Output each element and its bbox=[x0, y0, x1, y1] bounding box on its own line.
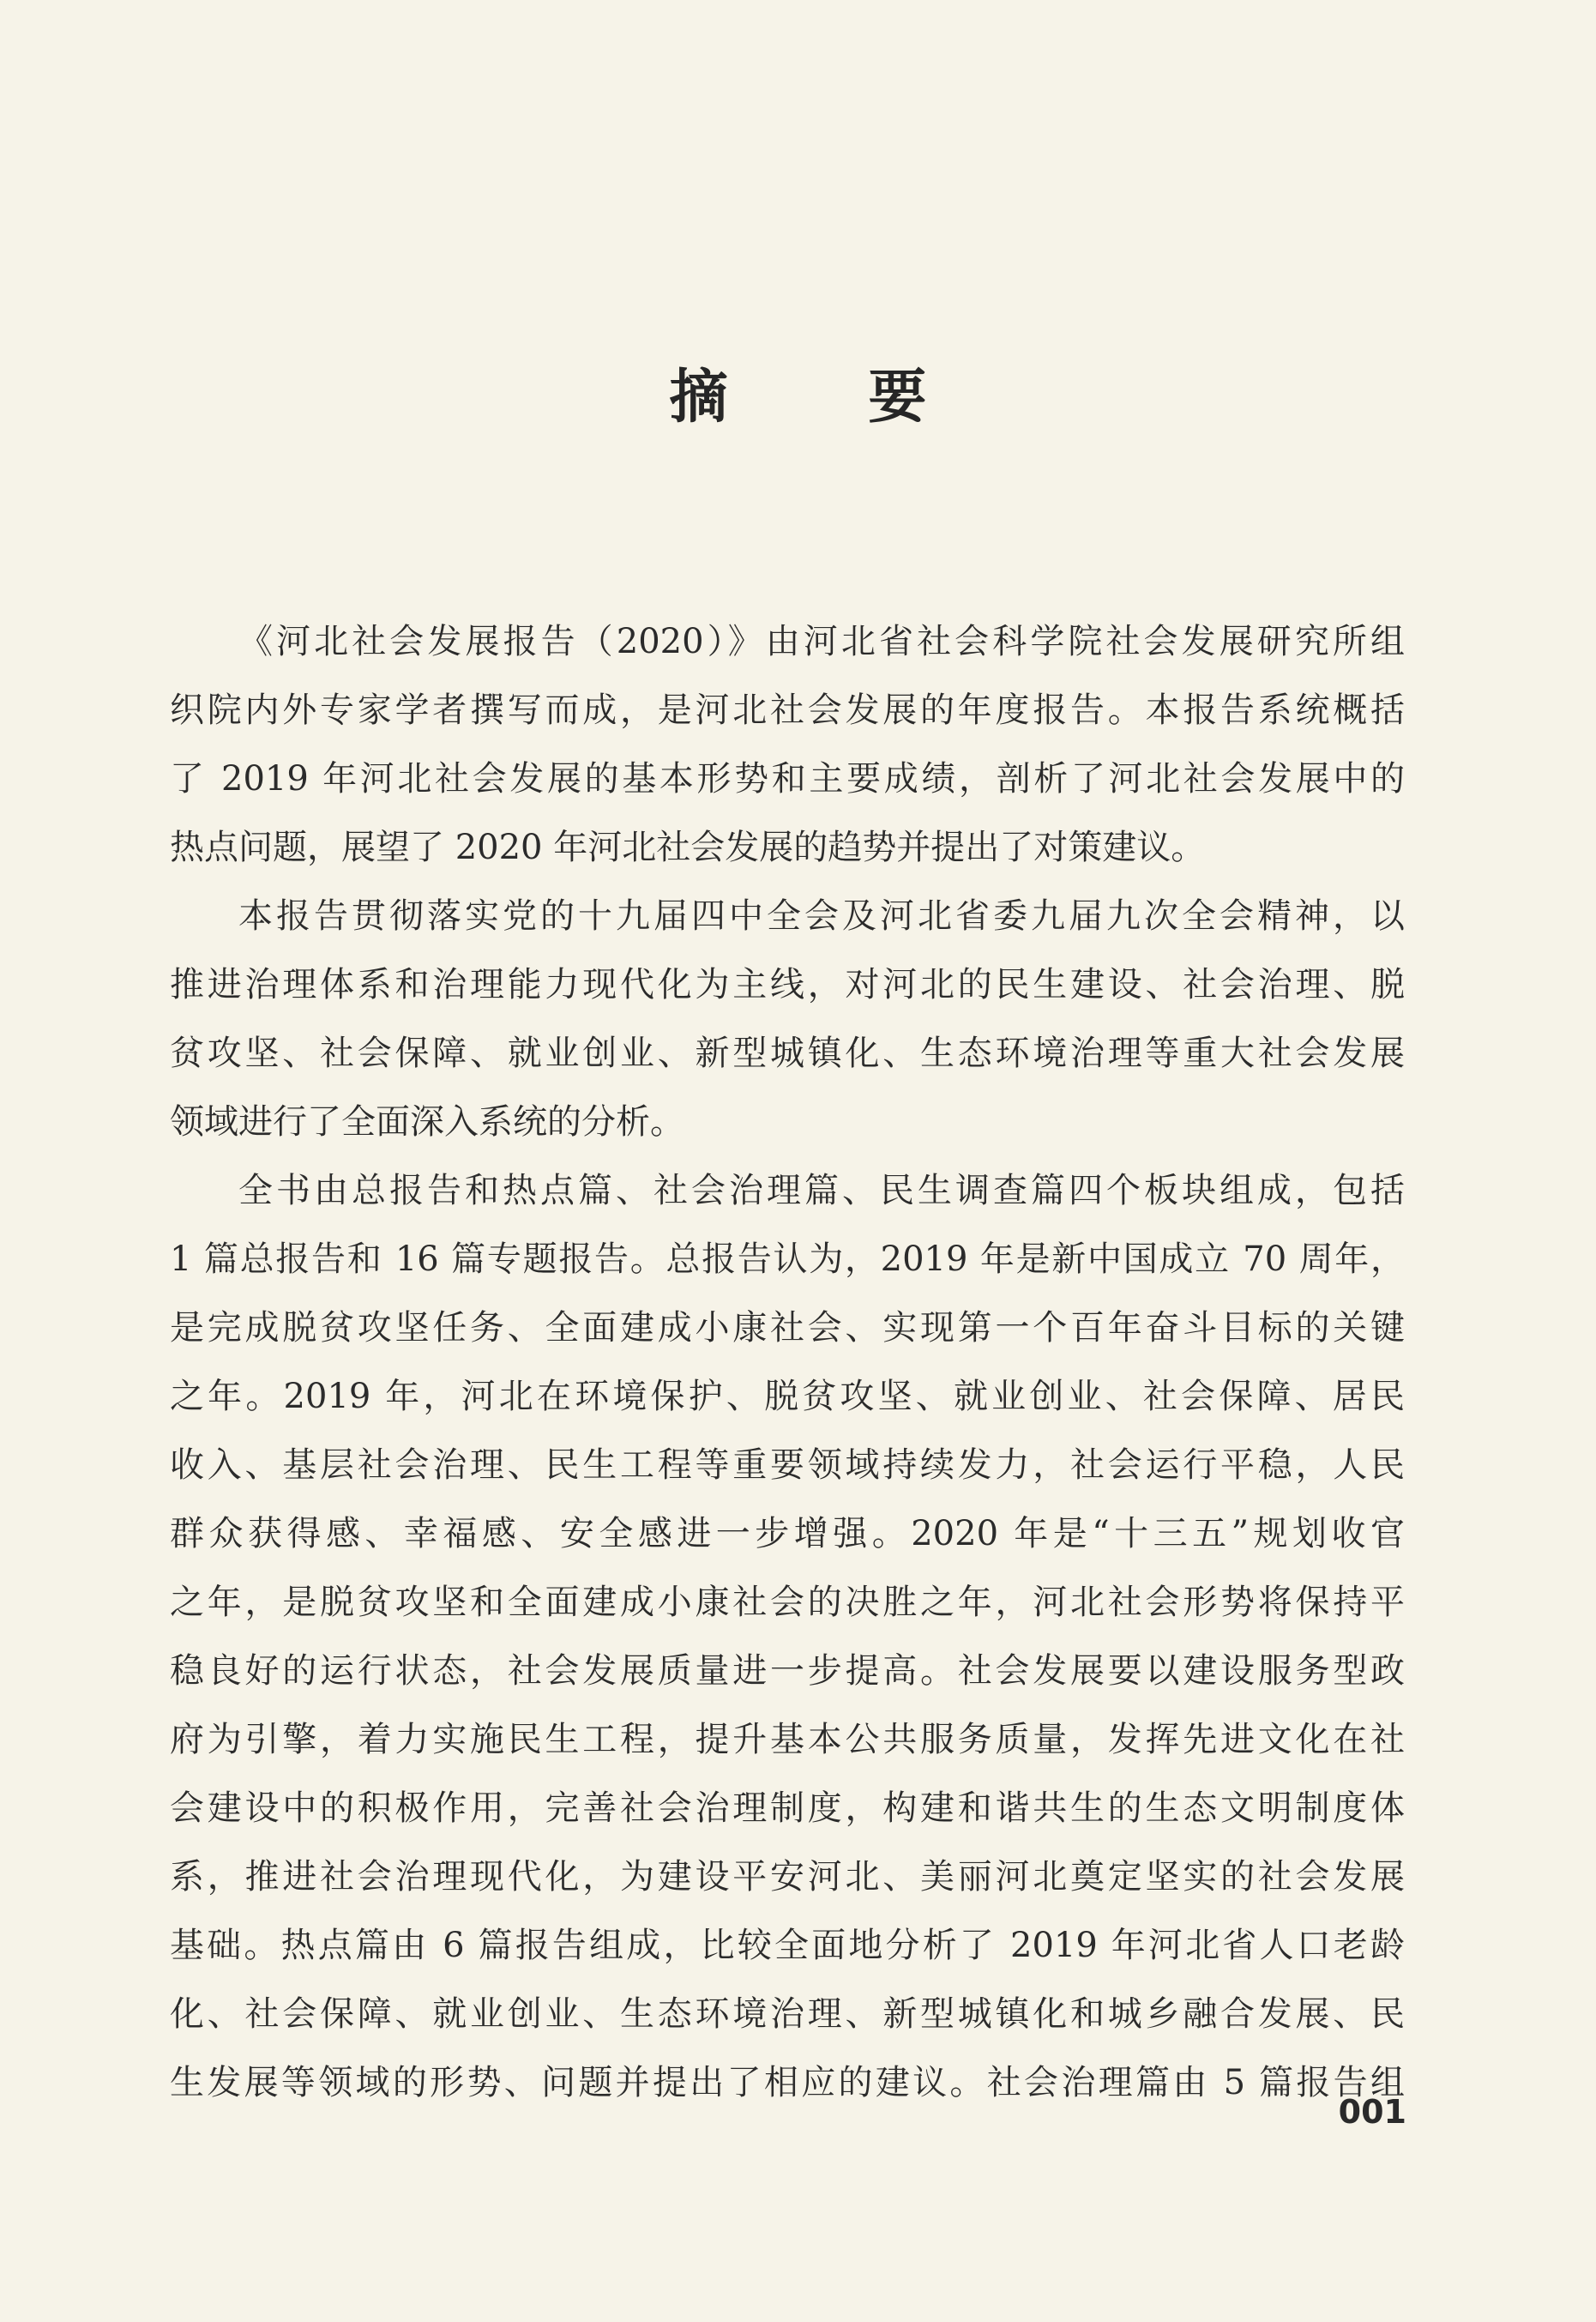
text-line: 会建设中的积极作用，完善社会治理制度，构建和谐共生的生态文明制度体 bbox=[170, 1788, 1405, 1828]
text-line: 领域进行了全面深入系统的分析。 bbox=[170, 1102, 684, 1142]
text-line: 化、社会保障、就业创业、生态环境治理、新型城镇化和城乡融合发展、民 bbox=[170, 1994, 1405, 2034]
paragraph-1 bbox=[170, 607, 1405, 882]
text-line: 收入、基层社会治理、民生工程等重要领域持续发力，社会运行平稳，人民 bbox=[170, 1445, 1405, 1485]
page-title: 摘 要 bbox=[669, 364, 987, 431]
text-line: 群众获得感、幸福感、安全感进一步增强。2020 年是“十三五”规划收官 bbox=[170, 1514, 1405, 1553]
text-line: 了 2019 年河北社会发展的基本形势和主要成绩，剖析了河北社会发展中的 bbox=[170, 759, 1405, 799]
text-line: 是完成脱贫攻坚任务、全面建成小康社会、实现第一个百年奋斗目标的关键 bbox=[170, 1308, 1405, 1348]
text-line: 基础。热点篇由 6 篇报告组成，比较全面地分析了 2019 年河北省人口老龄 bbox=[170, 1926, 1405, 1965]
page-number: 001 bbox=[1338, 2093, 1406, 2131]
paragraph-2 bbox=[170, 882, 1405, 1156]
text-line: 贫攻坚、社会保障、就业创业、新型城镇化、生态环境治理等重大社会发展 bbox=[170, 1034, 1405, 1073]
text-line: 本报告贯彻落实党的十九届四中全会及河北省委九届九次全会精神，以 bbox=[238, 896, 1405, 936]
text-line: 之年，是脱贫攻坚和全面建成小康社会的决胜之年，河北社会形势将保持平 bbox=[170, 1583, 1405, 1622]
text-line: 稳良好的运行状态，社会发展质量进一步提高。社会发展要以建设服务型政 bbox=[170, 1651, 1405, 1691]
text-line: 生发展等领域的形势、问题并提出了相应的建议。社会治理篇由 5 篇报告组 bbox=[170, 2063, 1405, 2102]
text-line: 推进治理体系和治理能力现代化为主线，对河北的民生建设、社会治理、脱 bbox=[170, 965, 1405, 1004]
text-line: 1 篇总报告和 16 篇专题报告。总报告认为，2019 年是新中国成立 70 周年， bbox=[170, 1239, 1405, 1279]
text-line: 《河北社会发展报告（2020）》由河北省社会科学院社会发展研究所组 bbox=[238, 622, 1405, 661]
text-line: 府为引擎，着力实施民生工程，提升基本公共服务质量，发挥先进文化在社 bbox=[170, 1720, 1405, 1759]
text-line: 织院内外专家学者撰写而成，是河北社会发展的年度报告。本报告系统概括 bbox=[170, 691, 1405, 730]
paragraph-3 bbox=[170, 1156, 1405, 2117]
abstract-body bbox=[170, 607, 1405, 2117]
text-line: 系，推进社会治理现代化，为建设平安河北、美丽河北奠定坚实的社会发展 bbox=[170, 1857, 1405, 1897]
text-line: 热点问题，展望了 2020 年河北社会发展的趋势并提出了对策建议。 bbox=[170, 828, 1206, 867]
text-line: 之年。2019 年，河北在环境保护、脱贫攻坚、就业创业、社会保障、居民 bbox=[170, 1377, 1405, 1416]
text-line: 全书由总报告和热点篇、社会治理篇、民生调查篇四个板块组成，包括 bbox=[238, 1171, 1405, 1210]
